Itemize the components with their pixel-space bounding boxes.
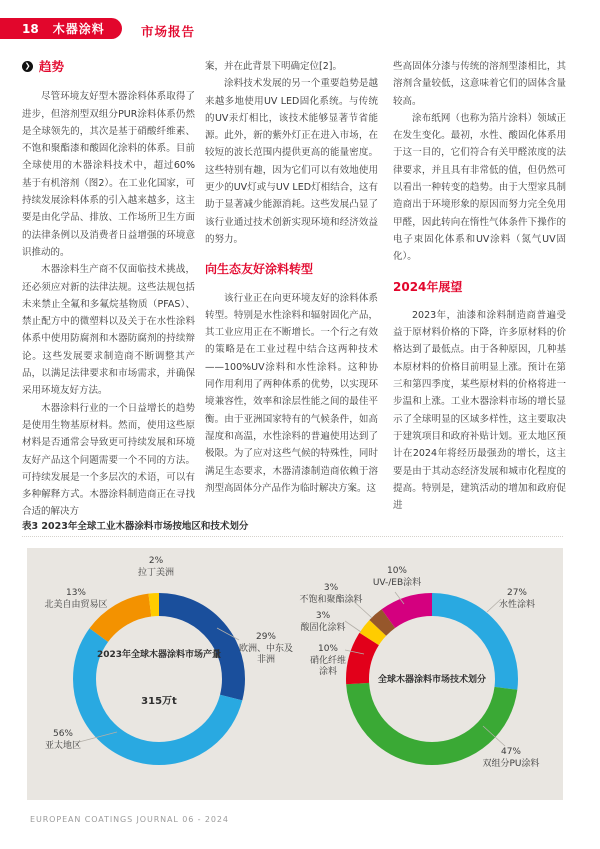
label-unsaturated-polyester: 3% 不饱和聚酯涂料 xyxy=(299,583,363,605)
chart-panel xyxy=(27,548,563,800)
arrow-bullet-icon: ❯ xyxy=(22,61,33,72)
trends-heading-label: 趋势 xyxy=(39,59,65,74)
donut1-center-title: 2023年全球木器涂料市场产量 xyxy=(96,650,222,660)
body-paragraph: 木器涂料生产商不仅面临技术挑战，还必须应对新的法律法规。这些法规包括未来禁止全氟和多氟烷基物质（PFAS）、禁止配方中的微塑料以及关于在水性涂料体系中使用防腐剂和木器防腐剂的持续辩论。这些发展要求制造商不断调整其产品，以满足法律要求和市场需求，并确保采用环境友好方法。 xyxy=(22,264,195,397)
label-emea: 29% 欧洲、中东及非洲 xyxy=(238,632,293,665)
eco-transition-heading: 向生态友好涂料转型 xyxy=(205,262,314,277)
donut1-center-value: 315万t xyxy=(141,696,177,707)
label-2k-pu: 47% 双组分PU涂料 xyxy=(482,747,540,769)
page-header-badge xyxy=(0,18,122,39)
label-uv-eb: 10% UV-/EB涂料 xyxy=(372,566,422,588)
page-number: 18 xyxy=(22,21,39,36)
body-paragraph: 2023年，油漆和涂料制造商普遍受益于原材料价格的下降，许多原材料的价格达到了最低点。由于各种原因，几种基本原材料的价格目前明显上涨。预计在第三和第四季度，某些原材料的价格将进一步温和上涨。工业木器涂料市场的增长显示了全球明显的区域多样性，这主要取决于建筑项目和政府补贴计划。亚太地区预计在2024年将经历最强劲的增长，这主要是由于其动态经济发展和城市化程度的提高。特别是，建筑活动的增加和政府促进 xyxy=(393,309,566,512)
text-column-2 xyxy=(205,58,378,497)
donut-chart-production xyxy=(85,605,234,754)
body-paragraph: 尽管环境友好型木器涂料体系取得了进步，但溶剂型双组分PUR涂料体系仍然是全球领先的，其次是基于硝酸纤维素、不饱和聚酯漆和酸固化涂料的体系。目前全球使用的木器涂料技术中，超过60%基于有机溶剂（图2）。在工业化国家，可持续发展涂料体系的引入越来越多，这主要是由化学品、排放、工作场所卫生方面的法律条例以及消费者日益增强的环境意识推动的。 xyxy=(22,91,195,258)
section-title: 木器涂料 xyxy=(52,22,105,36)
caption-divider xyxy=(22,536,563,537)
body-paragraph: 案，并在此背景下明确定位[2]。 xyxy=(205,61,342,72)
label-latin-america: 2% 拉丁美洲 xyxy=(137,556,174,578)
label-acid-curing: 3% 酸固化涂料 xyxy=(300,611,346,633)
text-column-1 xyxy=(22,58,195,521)
donut2-center-title: 全球木器涂料市场技术划分 xyxy=(377,675,486,685)
text-column-3 xyxy=(393,58,566,514)
label-nafta: 13% 北美自由贸易区 xyxy=(44,588,108,610)
label-waterborne: 27% 水性涂料 xyxy=(498,588,535,610)
figure-caption: 表3 2023年全球工业木器涂料市场按地区和技术划分 xyxy=(22,521,249,532)
body-paragraph: 木器涂料行业的一个日益增长的趋势是使用生物基原材料。然而，使用这些原材料是否通常会导致更可持续发展和环境友好产品这个问题需要一个不同的方法。可持续发展是一个多层次的术语，可以有多种解释方式。木器涂料制造商正在寻找合适的解决方 xyxy=(22,402,195,518)
label-apac: 56% 亚太地区 xyxy=(44,729,81,751)
trends-heading xyxy=(22,58,195,75)
body-paragraph: 涂布纸网（也称为箔片涂料）领域正在发生变化。最初，水性、酸固化体系用于这一目的，它们符合有关甲醛浓度的法律要求，并且具有非常低的值，但仍然可以看出一种转变的趋势。由于大型家具制造商出于环境形象的原因而努力完全免用甲醛，因此转向在惰性气体条件下操作的电子束固化体系和UV涂料（氮气UV固化）。 xyxy=(393,112,566,263)
label-nitrocellulose: 10% 硝化纤维涂料 xyxy=(309,644,346,677)
journal-footer: EUROPEAN COATINGS JOURNAL 06 - 2024 xyxy=(30,815,229,824)
body-paragraph: 涂料技术发展的另一个重要趋势是越来越多地使用UV LED固化系统。与传统的UV汞灯相比，该技术能够显著节省能源。此外，新的紫外灯正在进入市场，在较短的波长范围内提供更高的能量密度。这些特别有趣，因为它们可以有效地使用更少的UV灯或与UV LED灯相结合，这有助于显著减少能源消耗。这些发展凸显了该行业通过技术创新实现环境和经济效益的努力。 xyxy=(205,78,378,245)
body-paragraph: 该行业正在向更环境友好的涂料体系转型。特别是水性涂料和辐射固化产品，其工业应用正在不断增长。一个行之有效的策略是在工业过程中结合这两种技术——100%UV涂料和水性涂料。这种协同作用利用了两种体系的优势，以实现环境兼容性，效率和涂层性能之间的最佳平衡。由于亚洲国家特有的气候条件，如高湿度和高温，水性涂料的普遍使用达到了极限。为了应对这些气候的特殊性，同时满足生态要求，木器清漆制造商依赖于溶剂型高固体分产品作为临时解决方案。这 xyxy=(205,292,378,494)
report-category-label: 市场报告 xyxy=(141,24,196,39)
body-paragraph: 些高固体分漆与传统的溶剂型漆相比，其溶剂含量较低，这意味着它们的固体含量较高。 xyxy=(393,61,566,107)
outlook-2024-heading: 2024年展望 xyxy=(393,279,463,294)
